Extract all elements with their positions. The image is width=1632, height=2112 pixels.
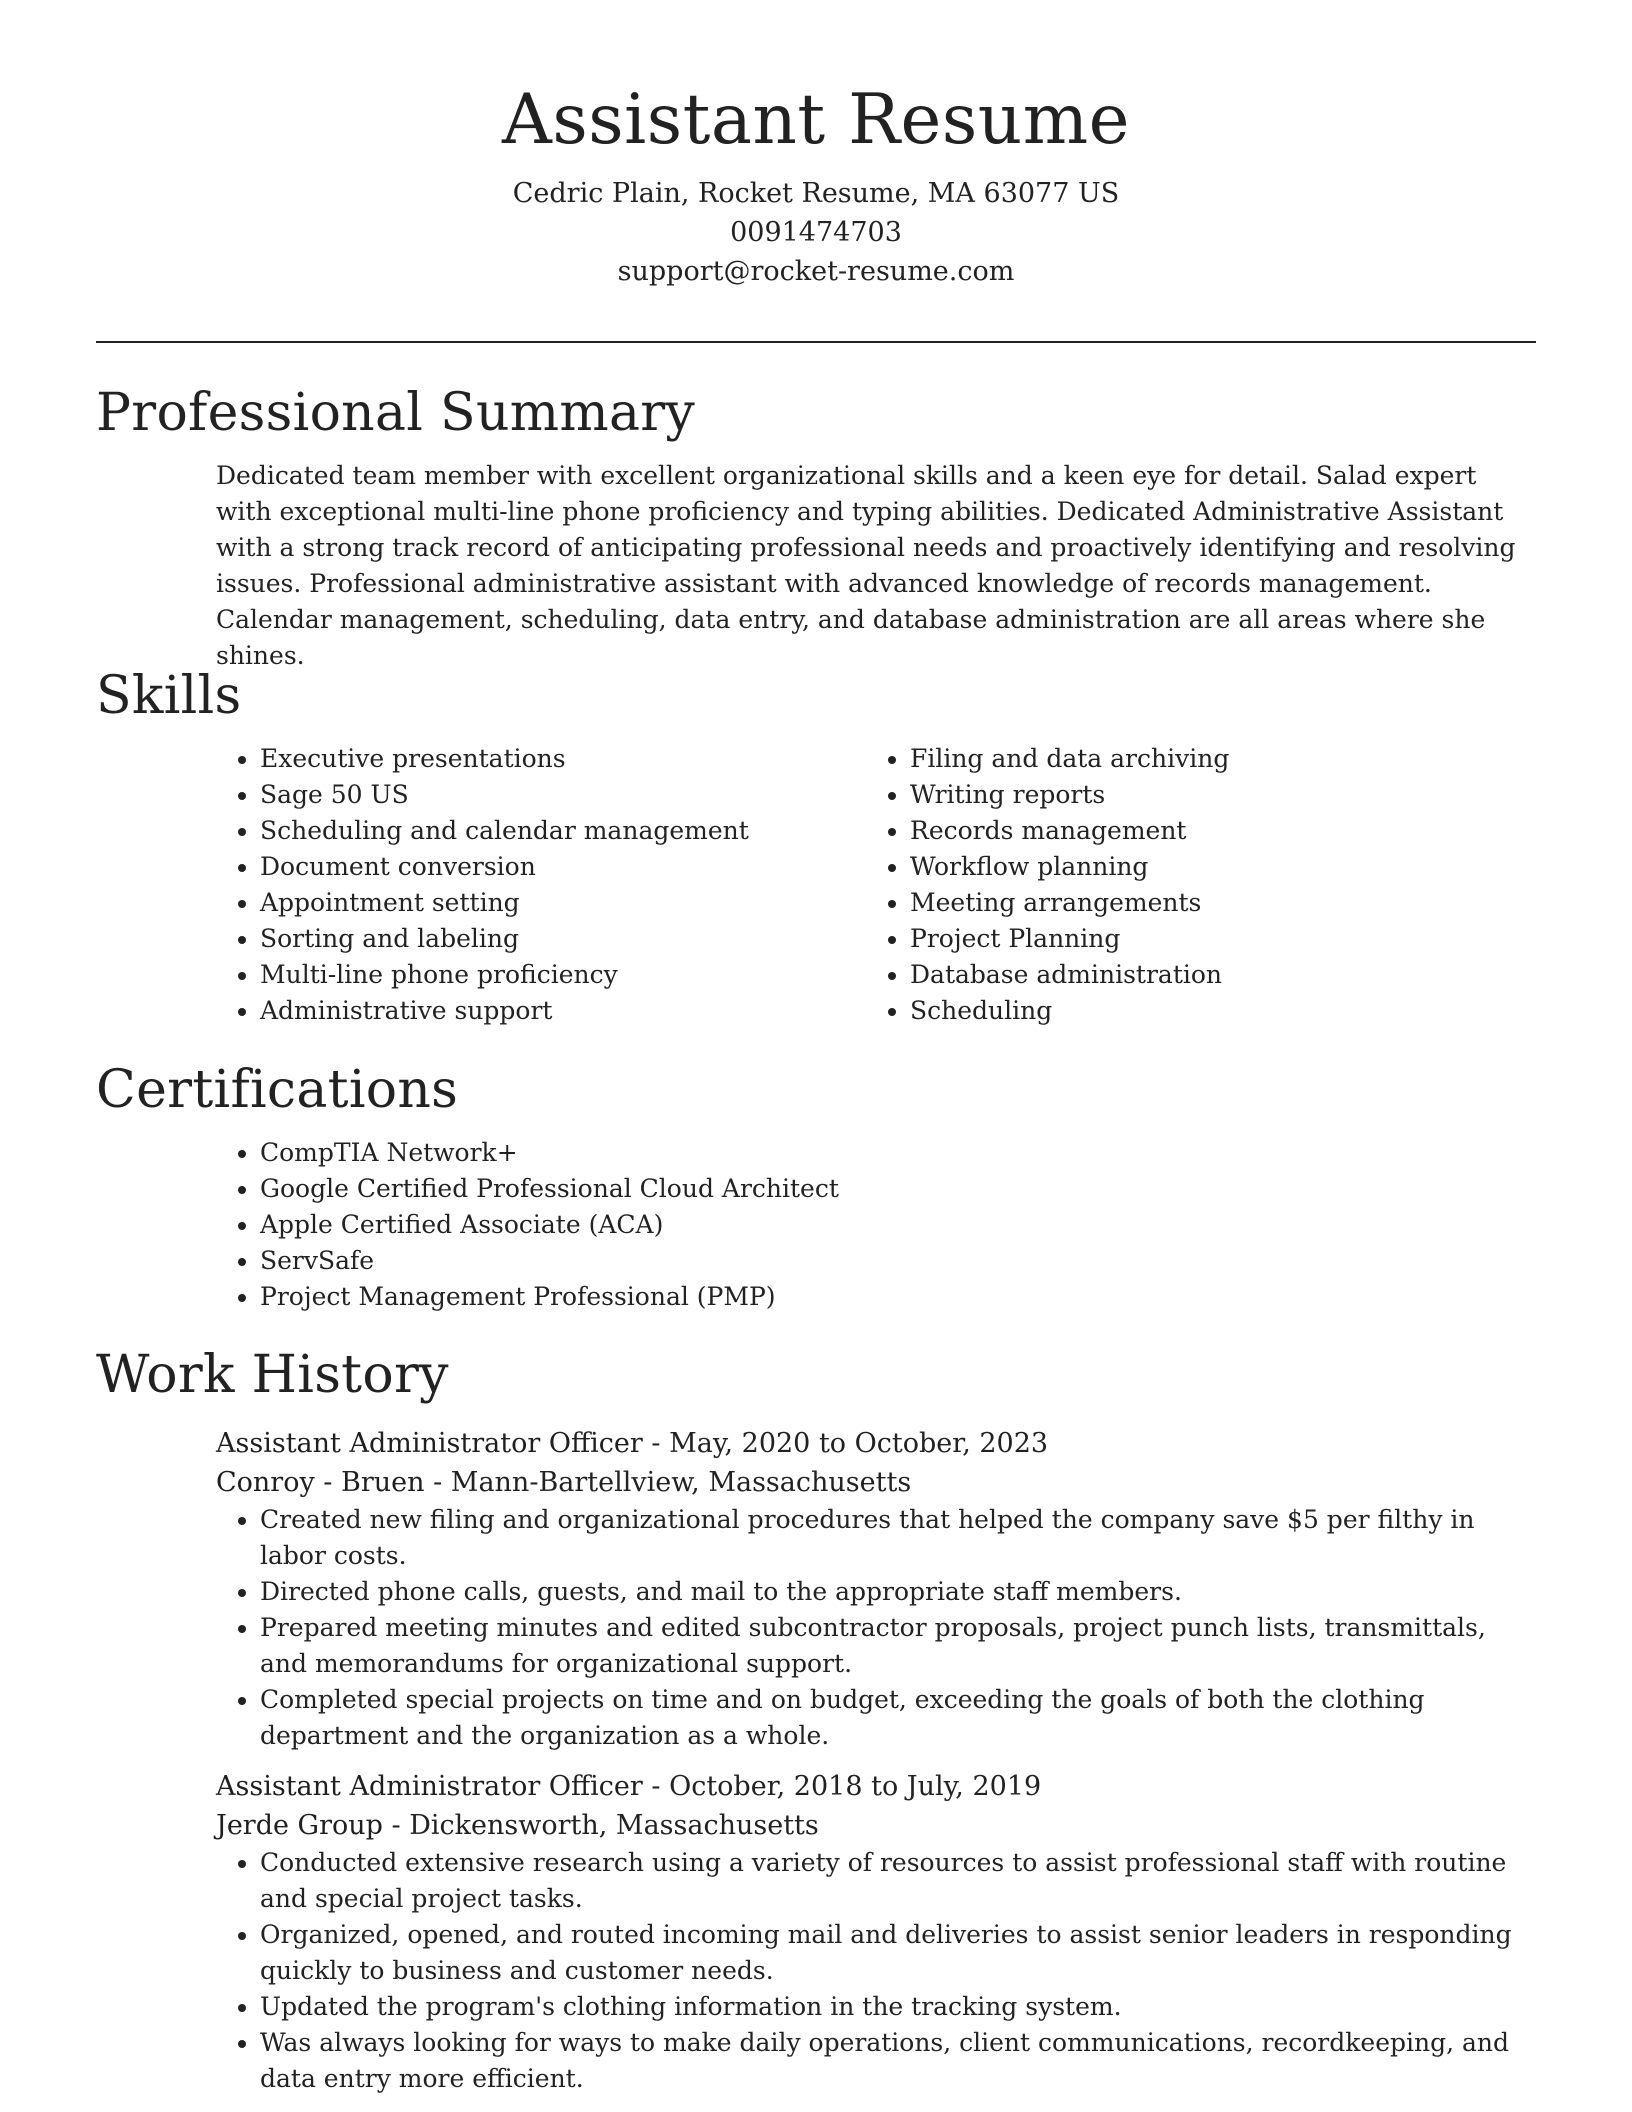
contact-address: Cedric Plain, Rocket Resume, MA 63077 US <box>512 178 1120 210</box>
certification-item: • CompTIA Network+ <box>260 1135 1536 1171</box>
skill-item: • Workflow planning <box>910 849 1516 885</box>
job-company: Jerde Group <box>216 1810 383 1841</box>
skill-item: • Administrative support <box>260 993 866 1029</box>
job-bullet: • Conducted extensive research using a variety of resources to assist professional staff with routine and special project tasks. <box>260 1845 1536 1917</box>
job-bullet: • Prepared meeting minutes and edited subcontractor proposals, project punch lists, transmittals, and memorandums for organizational support. <box>260 1610 1536 1682</box>
skill-item: • Scheduling <box>910 993 1516 1029</box>
job-entry <box>96 1767 1536 2097</box>
job-entry <box>96 1424 1536 1754</box>
certifications-section <box>96 1061 1536 1315</box>
skill-item: • Sorting and labeling <box>260 921 866 957</box>
skills-column-right <box>866 741 1516 1029</box>
summary-text: Dedicated team member with excellent organizational skills and a keen eye for detail. Salad expert with exceptional multi-line phone proficiency and typing abilities. Dedicated Administrative Assistant with a strong track record of anticipating professional needs and proactively identifying and resolving issues. Professional administrative assistant with advanced knowledge of records management. Calendar management, scheduling, data entry, and database administration are all areas where she shines. <box>216 460 1516 670</box>
header-divider <box>96 341 1536 343</box>
certification-item: • ServSafe <box>260 1243 1536 1279</box>
skill-item: • Document conversion <box>260 849 866 885</box>
skill-item: • Multi-line phone proficiency <box>260 957 866 993</box>
skill-item: • Database administration <box>910 957 1516 993</box>
skill-item: • Meeting arrangements <box>910 885 1516 921</box>
job-dates: - October, 2018 to July, 2019 <box>642 1771 1042 1802</box>
skill-item: • Executive presentations <box>260 741 866 777</box>
skill-item: • Records management <box>910 813 1516 849</box>
skills-columns <box>216 741 1536 1029</box>
job-bullet: • Created new filing and organizational procedures that helped the company save $5 per filthy in labor costs. <box>260 1502 1536 1574</box>
job-location: - Dickensworth, Massachusetts <box>382 1810 819 1841</box>
job-location: - Mann-Bartellview, Massachusetts <box>424 1467 912 1498</box>
work-history-section <box>96 1346 1536 1406</box>
skill-item: • Project Planning <box>910 921 1516 957</box>
resume-title: Assistant Resume <box>502 80 1130 160</box>
certification-item: • Apple Certified Associate (ACA) <box>260 1207 1536 1243</box>
job-title: Assistant Administrator Officer <box>216 1428 643 1459</box>
skill-item: • Filing and data archiving <box>910 741 1516 777</box>
skill-item: • Sage 50 US <box>260 777 866 813</box>
contact-phone: 0091474703 <box>730 217 902 249</box>
work-history-heading: Work History <box>96 1345 449 1405</box>
skill-item: • Appointment setting <box>260 885 866 921</box>
job-title-line <box>216 1767 1536 1806</box>
job-dates: - May, 2020 to October, 2023 <box>642 1428 1049 1459</box>
certification-item: • Google Certified Professional Cloud Architect <box>260 1171 1536 1207</box>
certification-item: • Project Management Professional (PMP) <box>260 1279 1536 1315</box>
job-bullet: • Directed phone calls, guests, and mail to the appropriate staff members. <box>260 1574 1536 1610</box>
skill-item: • Writing reports <box>910 777 1516 813</box>
job-title: Assistant Administrator Officer <box>216 1771 643 1802</box>
summary-heading: Professional Summary <box>96 383 696 443</box>
job-title-line <box>216 1424 1536 1463</box>
job-bullet: • Was always looking for ways to make daily operations, client communications, recordkeeping, and data entry more efficient. <box>260 2025 1536 2097</box>
job-company: Conroy - Bruen <box>216 1467 425 1498</box>
job-company-line <box>216 1806 1536 1845</box>
job-bullet: • Organized, opened, and routed incoming mail and deliveries to assist senior leaders in responding quickly to business and customer needs. <box>260 1917 1536 1989</box>
job-company-line <box>216 1463 1536 1502</box>
skills-section <box>96 667 1536 1029</box>
contact-email: support@rocket-resume.com <box>617 256 1015 288</box>
job-bullet: • Updated the program's clothing information in the tracking system. <box>260 1989 1536 2025</box>
summary-section <box>96 384 1536 674</box>
certifications-list <box>216 1135 1536 1315</box>
skill-item: • Scheduling and calendar management <box>260 813 866 849</box>
job-bullet: • Completed special projects on time and on budget, exceeding the goals of both the clothing department and the organization as a whole. <box>260 1682 1536 1754</box>
resume-header <box>0 0 1632 291</box>
certifications-heading: Certifications <box>96 1060 459 1120</box>
skills-heading: Skills <box>96 666 242 726</box>
skills-column-left <box>216 741 866 1029</box>
